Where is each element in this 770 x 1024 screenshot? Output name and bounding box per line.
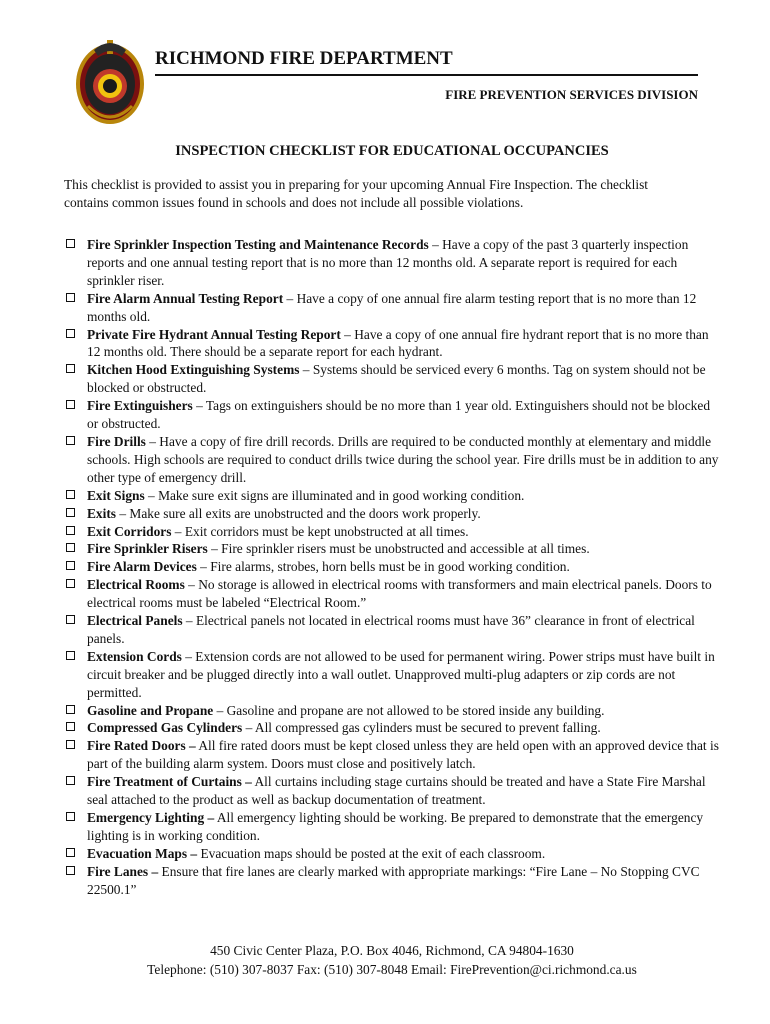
checklist-item	[64, 487, 724, 505]
checklist-item	[64, 558, 724, 576]
checklist-item	[64, 576, 724, 612]
checklist-item-text: – Gasoline and propane are not allowed to be stored inside any building.	[213, 702, 605, 718]
checklist-item-text: – Have a copy of the past 3 quarterly inspection reports and one annual testing report that is no more than 12 months old. A separate report is required for each sprinkler riser.	[87, 237, 689, 288]
checklist-item-title: Fire Sprinkler Risers	[87, 541, 208, 557]
checkbox[interactable]	[66, 615, 75, 624]
checklist-item	[64, 433, 724, 487]
checklist-item-text: Ensure that fire lanes are clearly marked with appropriate markings: “Fire Lane – No Stopping CVC 22500.1”	[87, 863, 700, 897]
checklist-item	[64, 540, 724, 558]
checklist-item	[64, 290, 724, 326]
organization-name: RICHMOND FIRE DEPARTMENT	[155, 48, 453, 69]
checkbox[interactable]	[66, 436, 75, 445]
checklist-item-title: Fire Rated Doors –	[87, 738, 196, 754]
header-rule	[155, 74, 698, 76]
checkbox[interactable]	[66, 364, 75, 373]
checklist-item	[64, 648, 724, 702]
checklist-item	[64, 326, 724, 362]
checklist-item-title: Electrical Panels	[87, 613, 183, 629]
checklist-item-text: – Have a copy of one annual fire hydrant report that is no more than 12 months old. There should be a separate report for each hydrant.	[87, 326, 709, 360]
checkbox[interactable]	[66, 400, 75, 409]
checklist-item-text: All curtains including stage curtains should be treated and have a State Fire Marshal seal attached to the product as well as backup documentation of treatment.	[87, 774, 706, 808]
checklist-item-title: Evacuation Maps –	[87, 845, 198, 861]
checklist-item	[64, 737, 724, 773]
checkbox[interactable]	[66, 490, 75, 499]
checklist-item	[64, 845, 724, 863]
checklist-item-title: Fire Alarm Devices	[87, 559, 197, 575]
checkbox[interactable]	[66, 543, 75, 552]
checklist-item-title: Exit Corridors	[87, 523, 172, 539]
checklist-item	[64, 612, 724, 648]
checkbox[interactable]	[66, 651, 75, 660]
checklist-item	[64, 523, 724, 541]
checklist-item	[64, 719, 724, 737]
checkbox[interactable]	[66, 705, 75, 714]
checklist-item-text: Evacuation maps should be posted at the exit of each classroom.	[197, 845, 546, 861]
checklist-item-text: – Fire alarms, strobes, horn bells must be in good working condition.	[196, 559, 570, 575]
checklist-item	[64, 702, 724, 720]
checkbox[interactable]	[66, 561, 75, 570]
checklist-item-title: Exit Signs	[87, 487, 145, 503]
checklist-item-text: – All compressed gas cylinders must be secured to prevent falling.	[242, 720, 601, 736]
document-title: INSPECTION CHECKLIST FOR EDUCATIONAL OCCUPANCIES	[175, 143, 609, 159]
checklist-item-text: – Extension cords are not allowed to be used for permanent wiring. Power strips must have built in circuit breaker and be plugged directly into a wall outlet. Unapproved multi-plug adapters or zip cords are not permitted.	[87, 648, 715, 700]
checkbox[interactable]	[66, 740, 75, 749]
checkbox[interactable]	[66, 526, 75, 535]
checkbox[interactable]	[66, 776, 75, 785]
checklist-item-text: – Tags on extinguishers should be no more than 1 year old. Extinguishers should not be blocked or obstructed.	[87, 398, 711, 432]
checkbox[interactable]	[66, 329, 75, 338]
checklist-item	[64, 236, 724, 290]
checklist-item-title: Fire Lanes –	[87, 863, 159, 879]
checklist-item-title: Fire Sprinkler Inspection Testing and Maintenance Records	[87, 237, 429, 252]
checklist-item-title: Fire Alarm Annual Testing Report	[87, 290, 284, 306]
checkbox[interactable]	[66, 722, 75, 731]
checkbox[interactable]	[66, 239, 75, 248]
checklist-item-title: Compressed Gas Cylinders	[87, 720, 243, 736]
checklist-item-text: – Systems should be serviced every 6 months. Tag on system should not be blocked or obstructed.	[87, 362, 706, 396]
footer-contact: Telephone: (510) 307-8037 Fax: (510) 307-8048 Email: FirePrevention@ci.richmond.ca.us	[147, 962, 637, 977]
checklist-item-title: Extension Cords	[87, 648, 182, 664]
inspection-checklist	[64, 236, 724, 899]
checklist-item-title: Kitchen Hood Extinguishing Systems	[87, 362, 300, 378]
checklist-item-text: – Electrical panels not located in electrical rooms must have 36” clearance in front of electrical panels.	[87, 613, 695, 646]
checklist-item	[64, 809, 724, 845]
fire-department-badge-icon	[74, 36, 146, 126]
checklist-item-text: – Make sure all exits are unobstructed and the doors work properly.	[116, 505, 481, 521]
checkbox[interactable]	[66, 866, 75, 875]
checklist-item-text: – Make sure exit signs are illuminated and in good working condition.	[144, 487, 525, 503]
checklist-item-title: Fire Drills	[87, 433, 146, 449]
checklist-item-title: Exits	[87, 505, 117, 521]
checkbox[interactable]	[66, 293, 75, 302]
checklist-item	[64, 863, 724, 899]
checklist-item	[64, 773, 724, 809]
checkbox[interactable]	[66, 508, 75, 517]
checklist-item-title: Private Fire Hydrant Annual Testing Report	[87, 326, 341, 342]
footer	[0, 941, 770, 979]
checklist-item	[64, 397, 724, 433]
checklist-item-title: Gasoline and Propane	[87, 702, 214, 718]
checkbox[interactable]	[66, 848, 75, 857]
checklist-item-text: All fire rated doors must be kept closed unless they are held open with an approved device that is part of the building alarm system. Doors must close and positively latch.	[87, 738, 719, 772]
checklist-item-text: – Fire sprinkler risers must be unobstructed and accessible at all times.	[207, 541, 590, 557]
intro-paragraph: This checklist is provided to assist you in preparing for your upcoming Annual Fire Inspection. The checklist contains common issues found in schools and does not include all possible violations.	[64, 177, 648, 210]
checklist-item-title: Emergency Lighting –	[87, 810, 215, 825]
checkbox[interactable]	[66, 579, 75, 588]
checklist-item-title: Fire Extinguishers	[87, 398, 193, 414]
division-name: FIRE PREVENTION SERVICES DIVISION	[445, 87, 698, 102]
checklist-item	[64, 505, 724, 523]
checkbox[interactable]	[66, 812, 75, 821]
checklist-item-title: Fire Treatment of Curtains –	[87, 774, 252, 790]
checklist-item-text: – Exit corridors must be kept unobstructed at all times.	[171, 523, 469, 539]
checklist-item-text: – Have a copy of one annual fire alarm testing report that is no more than 12 months old.	[87, 290, 697, 324]
checklist-item-title: Electrical Rooms	[87, 577, 185, 593]
footer-address: 450 Civic Center Plaza, P.O. Box 4046, Richmond, CA 94804-1630	[210, 943, 574, 958]
checklist-item-text: – Have a copy of fire drill records. Drills are required to be conducted monthly at elementary and middle schools. High schools are required to conduct drills twice during the school year. Fire drills must be in addition to any other type of emergency drill.	[87, 433, 719, 485]
checklist-item-text: All emergency lighting should be working. Be prepared to demonstrate that the emergency lighting is in working condition.	[87, 810, 704, 843]
checklist-item-text: – No storage is allowed in electrical rooms with transformers and main electrical panels. Doors to electrical rooms must be labeled “Electrical Room.”	[87, 577, 712, 611]
checklist-item	[64, 361, 724, 397]
